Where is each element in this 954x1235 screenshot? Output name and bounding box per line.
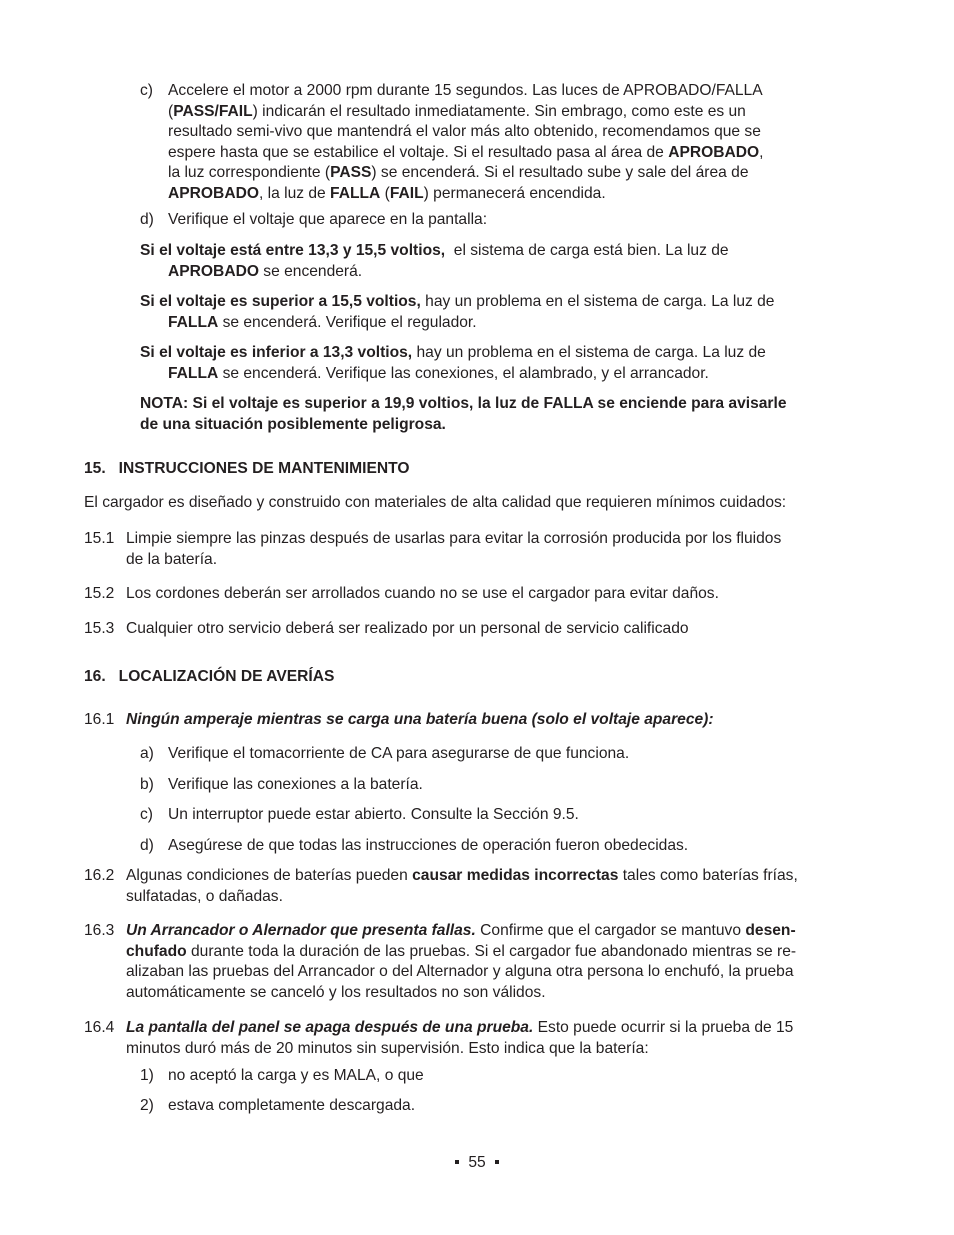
- bullet-square-icon: [455, 1160, 459, 1164]
- text-line: FALLA se encenderá. Verifique el regulador.: [168, 313, 477, 331]
- item-16-3-text: [126, 921, 796, 1003]
- page-footer: [0, 1153, 954, 1174]
- item-number: 16.2: [84, 867, 115, 884]
- text-line: NOTA: Si el voltaje es superior a 19,9 voltios, la luz de FALLA se enciende para avisarle: [140, 395, 787, 412]
- text-line: (PASS/FAIL) indicarán el resultado inmediatamente. Sin embrago, como este es un: [168, 102, 746, 120]
- item-15-3-text: Cualquier otro servicio deberá ser realizado por un personal de servicio calificado: [126, 620, 689, 637]
- item-16-4-1: no aceptó la carga y es MALA, o que: [168, 1067, 424, 1084]
- item-16-4-2: estava completamente descargada.: [168, 1097, 416, 1114]
- text-line: automáticamente se canceló y los resultados no son válidos.: [126, 983, 546, 1001]
- text-line: APROBADO, la luz de FALLA (FAIL) permanecerá encendida.: [168, 184, 606, 202]
- text-line: Accelere el motor a 2000 rpm durante 15 segundos. Las luces de APROBADO/FALLA: [168, 82, 763, 99]
- list-marker: c): [140, 82, 153, 99]
- item-number: 16.3: [84, 922, 115, 939]
- page-number: 55: [468, 1154, 486, 1171]
- text-line: Un Arrancador o Alernador que presenta fallas. Confirme que el cargador se mantuvo desen-: [126, 922, 796, 939]
- text-line: Limpie siempre las pinzas después de usarlas para evitar la corrosión producida por los fluidos: [126, 530, 782, 547]
- text-line: chufado durante toda la duración de las pruebas. Si el cargador fue abandonado mientras se re-: [126, 942, 797, 960]
- list-marker: 1): [140, 1067, 154, 1084]
- item-16-1-b: Verifique las conexiones a la batería.: [168, 776, 423, 793]
- text-line: de la batería.: [126, 550, 218, 568]
- item-number: 16.4: [84, 1019, 115, 1036]
- text-line: Si el voltaje está entre 13,3 y 15,5 voltios, el sistema de carga está bien. La luz de: [140, 242, 729, 259]
- voltage-low-paragraph: [140, 343, 766, 384]
- text-line: de una situación posiblemente peligrosa.: [140, 415, 446, 433]
- text-line: La pantalla del panel se apaga después de una prueba. Esto puede ocurrir si la prueba de 15: [126, 1019, 794, 1036]
- list-marker: b): [140, 776, 154, 793]
- item-number: 15.1: [84, 530, 115, 547]
- text-line: Si el voltaje es superior a 15,5 voltios, hay un problema en el sistema de carga. La luz de: [140, 293, 775, 310]
- item-number: 15.2: [84, 585, 115, 602]
- text-line: sulfatadas, o dañadas.: [126, 887, 283, 905]
- list-marker: a): [140, 745, 154, 762]
- item-15-2-text: Los cordones deberán ser arrollados cuando no se use el cargador para evitar daños.: [126, 585, 719, 602]
- list-marker: d): [140, 211, 154, 228]
- text-line: Si el voltaje es inferior a 13,3 voltios, hay un problema en el sistema de carga. La luz de: [140, 344, 766, 361]
- section-16-heading: 16. LOCALIZACIÓN DE AVERÍAS: [84, 668, 335, 685]
- item-number: 15.3: [84, 620, 115, 637]
- item-15-1-text: [126, 529, 781, 570]
- voltage-ok-paragraph: [140, 241, 729, 282]
- list-marker: d): [140, 837, 154, 854]
- item-number: 16.1: [84, 711, 115, 728]
- text-line: espere hasta que se estabilice el voltaje. Si el resultado pasa al área de APROBADO,: [168, 143, 764, 161]
- text-line: alizaban las pruebas del Arrancador o del Alternador y alguna otra persona lo enchufó, la prueba: [126, 963, 794, 981]
- item-16-4-text: [126, 1018, 793, 1059]
- text-line: la luz correspondiente (PASS) se encenderá. Si el resultado sube y sale del área de: [168, 164, 749, 182]
- text-line: Algunas condiciones de baterías pueden causar medidas incorrectas tales como baterías frías,: [126, 867, 798, 884]
- item-16-1-a: Verifique el tomacorriente de CA para asegurarse de que funciona.: [168, 745, 630, 762]
- item-16-1-title: Ningún amperaje mientras se carga una batería buena (solo el voltaje aparece):: [126, 711, 714, 728]
- text-line: FALLA se encenderá. Verifique las conexiones, el alambrado, y el arrancador.: [168, 364, 709, 382]
- nota-paragraph: [140, 394, 787, 435]
- item-c-text: [168, 81, 764, 205]
- text-line: APROBADO se encenderá.: [168, 262, 363, 280]
- voltage-high-paragraph: [140, 292, 774, 333]
- item-16-1-c: Un interruptor puede estar abierto. Consulte la Sección 9.5.: [168, 806, 579, 823]
- item-d-text: Verifique el voltaje que aparece en la pantalla:: [168, 211, 488, 228]
- bullet-square-icon: [495, 1160, 499, 1164]
- item-16-2-text: [126, 866, 798, 907]
- text-line: resultado semi-vivo que mantendrá el valor más alto obtenido, recomendamos que se: [168, 123, 761, 141]
- section-15-heading: 15. INSTRUCCIONES DE MANTENIMIENTO: [84, 460, 410, 477]
- list-marker: c): [140, 806, 153, 823]
- item-16-1-d: Asegúrese de que todas las instrucciones de operación fueron obedecidas.: [168, 837, 689, 854]
- list-marker: 2): [140, 1097, 154, 1114]
- text-line: minutos duró más de 20 minutos sin supervisión. Esto indica que la batería:: [126, 1039, 649, 1057]
- section-15-intro: El cargador es diseñado y construido con materiales de alta calidad que requieren mínimos cuidados:: [84, 494, 787, 511]
